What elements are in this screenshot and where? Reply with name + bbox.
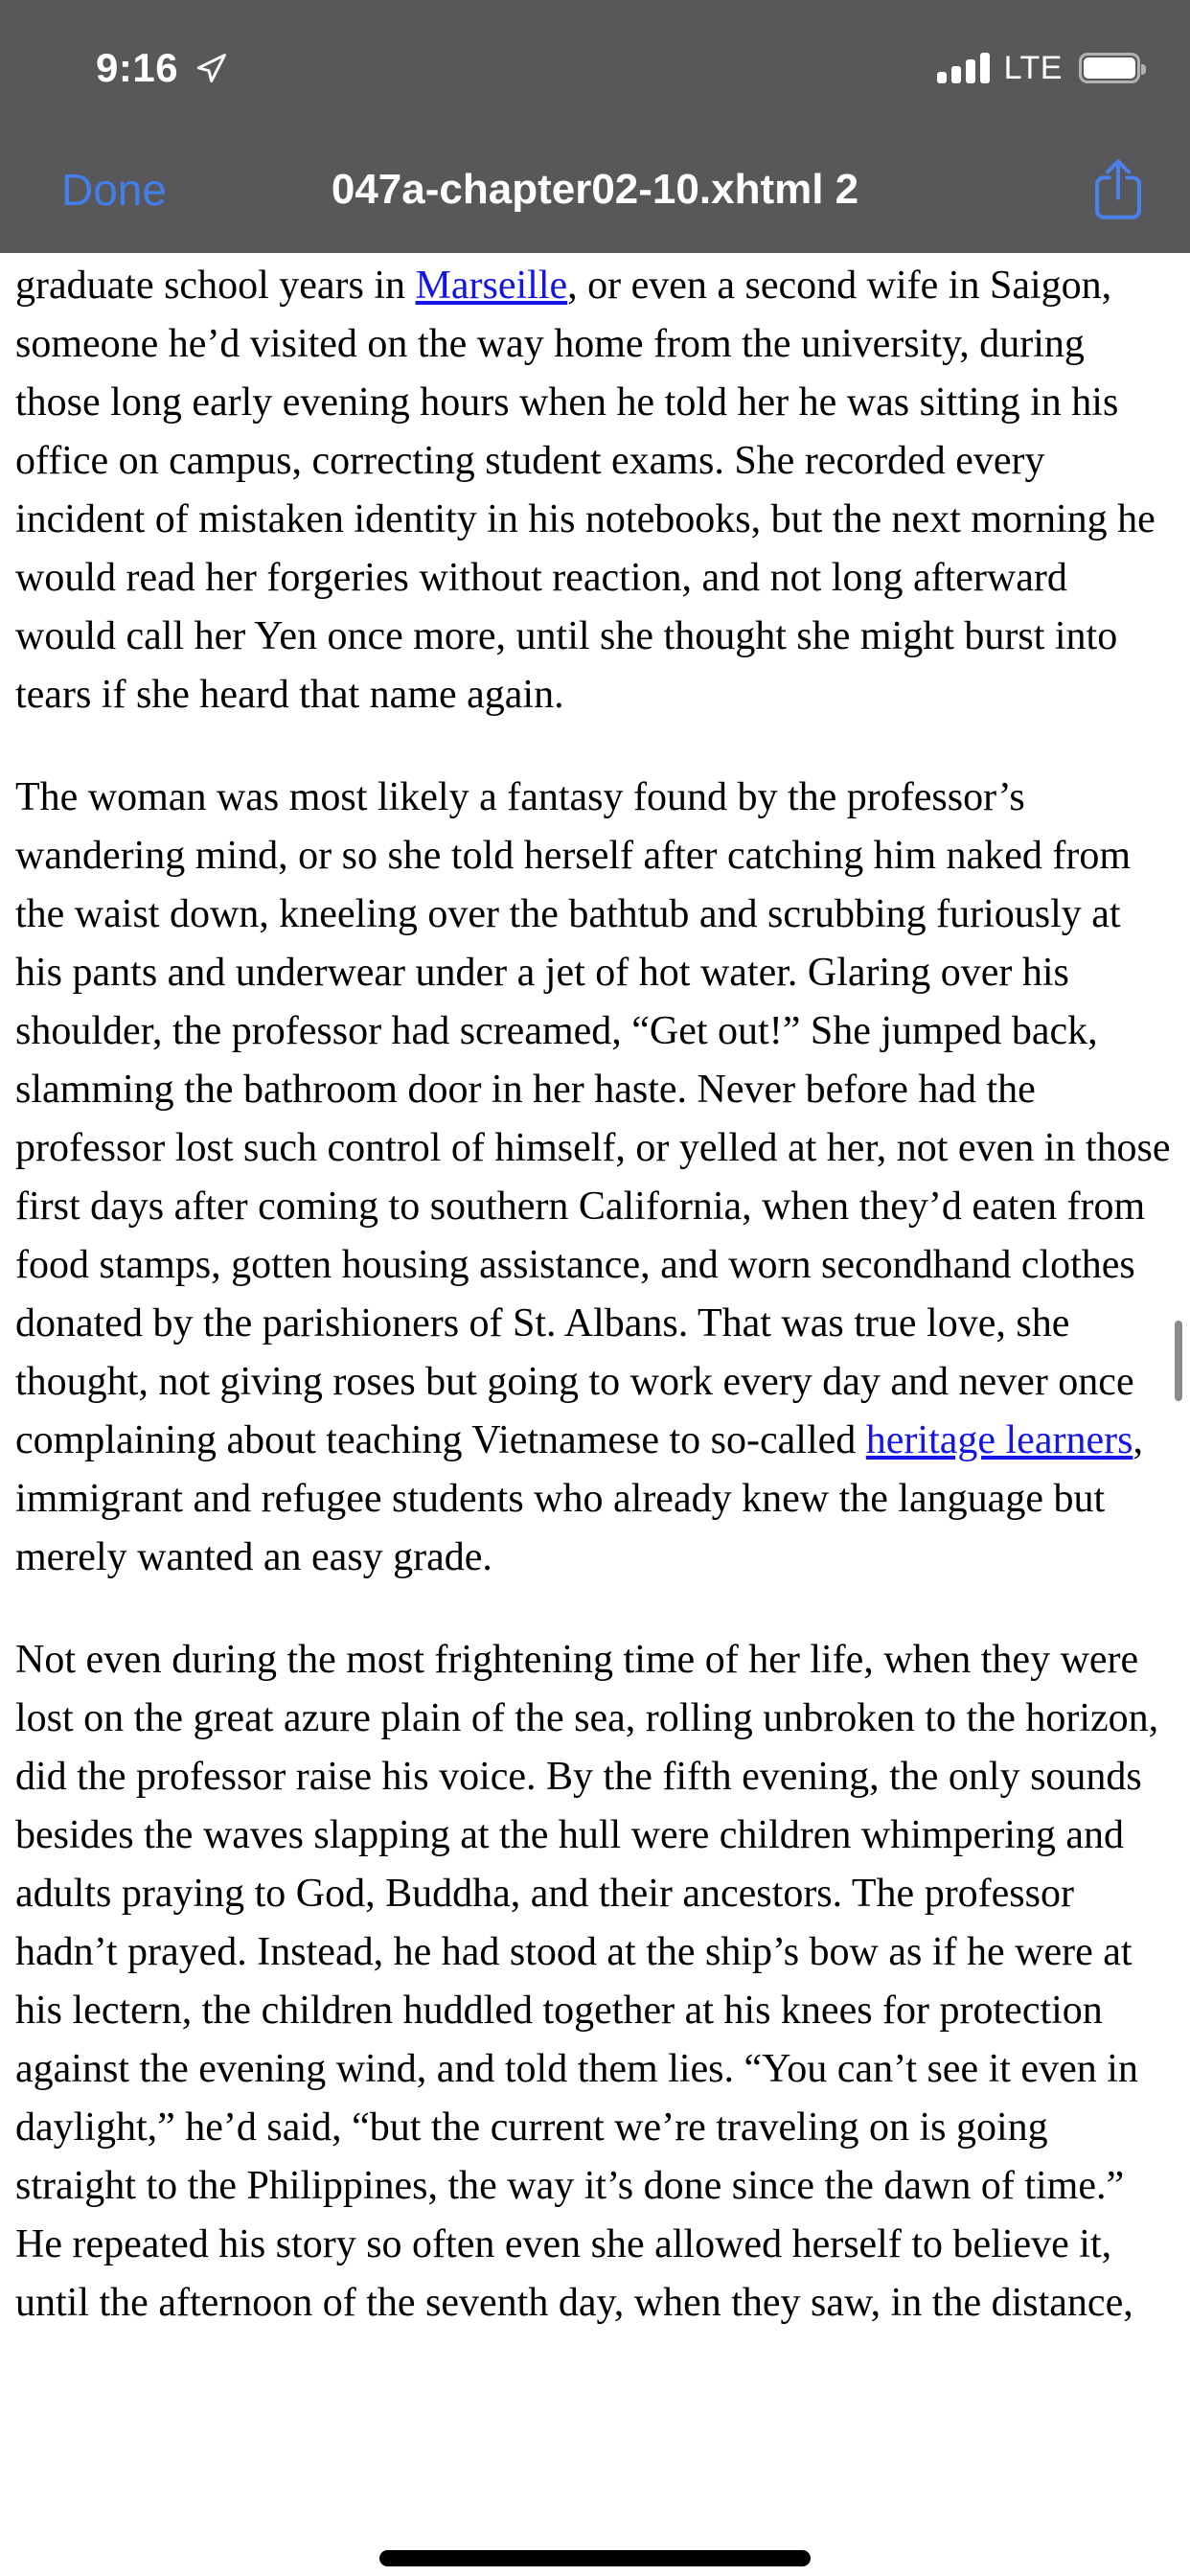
paragraph bbox=[15, 769, 1171, 1587]
share-button[interactable] bbox=[1092, 155, 1144, 224]
status-time: 9:16 bbox=[96, 45, 179, 90]
done-button[interactable]: Done bbox=[61, 165, 167, 215]
document-content bbox=[0, 253, 1190, 2377]
status-left-group bbox=[96, 45, 230, 91]
paragraph-text: The woman was most likely a fantasy found by the professor’s wandering mind, or so she told herself after catching him naked from the waist down, kneeling over the bathtub and scrubbing furiously at his pants and underwear under a jet of hot water. Glaring over his shoulder, the professor had screamed, “Get out!” She jumped back, slamming the bathroom door in her haste. Never before had the professor lost such control of himself, or yelled at her, not even in those first days after coming to southern California, when they’d eaten from food stamps, gotten housing assistance, and worn secondhand clothes donated by the parishioners of St. Albans. That was true love, she thought, not giving roses but going to work every day and never once complaining about teaching Vietnamese to so-called bbox=[15, 775, 1171, 1462]
scrollbar-thumb[interactable] bbox=[1175, 1321, 1182, 1401]
battery-icon bbox=[1079, 53, 1140, 83]
header bbox=[0, 0, 1190, 253]
nav-bar bbox=[0, 126, 1190, 253]
battery-fill bbox=[1084, 58, 1135, 79]
status-bar bbox=[0, 0, 1190, 126]
paragraph-text: graduate school years in bbox=[15, 264, 416, 308]
link-marseille[interactable]: Marseille bbox=[415, 264, 568, 308]
battery-cap bbox=[1141, 64, 1146, 75]
paragraph-text: Not even during the most frightening time of her life, when they were lost on the great azure plain of the sea, rolling unbroken to the horizon, did the professor raise his voice. By the fifth evening, the only sounds besides the waves slapping at the hull were children whimpering and adults praying to God, Buddha, and their ancestors. The professor hadn’t prayed. Instead, he had stood at the ship’s bow as if he were at his lectern, the children huddled together at his knees for protection against the evening wind, and told them lies. “You can’t see it even in daylight,” he’d said, “but the current we’re traveling on is going straight to the Philippines, the way it’s done since the dawn of time.” He repeated his story so often even she allowed herself to believe it, until the afternoon of the seventh day, when they saw, in the distance, bbox=[15, 1638, 1159, 2325]
paragraph bbox=[15, 1631, 1171, 2333]
share-icon bbox=[1092, 155, 1144, 224]
status-right-group bbox=[937, 50, 1140, 87]
paragraph-text: , immigrant and refugee students who already knew the language but merely wanted an easy grade. bbox=[15, 1418, 1143, 1579]
location-arrow-icon bbox=[194, 50, 230, 86]
paragraph bbox=[15, 257, 1171, 724]
home-indicator[interactable] bbox=[379, 2550, 811, 2566]
link-heritage-learners[interactable]: heritage learners bbox=[865, 1418, 1133, 1462]
carrier-label: LTE bbox=[1003, 49, 1063, 86]
document-title: 047a-chapter02-10.xhtml 2 bbox=[331, 166, 859, 213]
cellular-signal-icon bbox=[937, 53, 990, 83]
paragraph-text: , or even a second wife in Saigon, someone he’d visited on the way home from the university, during those long early evening hours when he told her he was sitting in his office on campus, correcting student exams. She recorded every incident of mistaken identity in his notebooks, but the next morning he would read her forgeries without reaction, and not long afterward would call her Yen once more, until she thought she might burst into tears if she heard that name again. bbox=[15, 264, 1156, 717]
